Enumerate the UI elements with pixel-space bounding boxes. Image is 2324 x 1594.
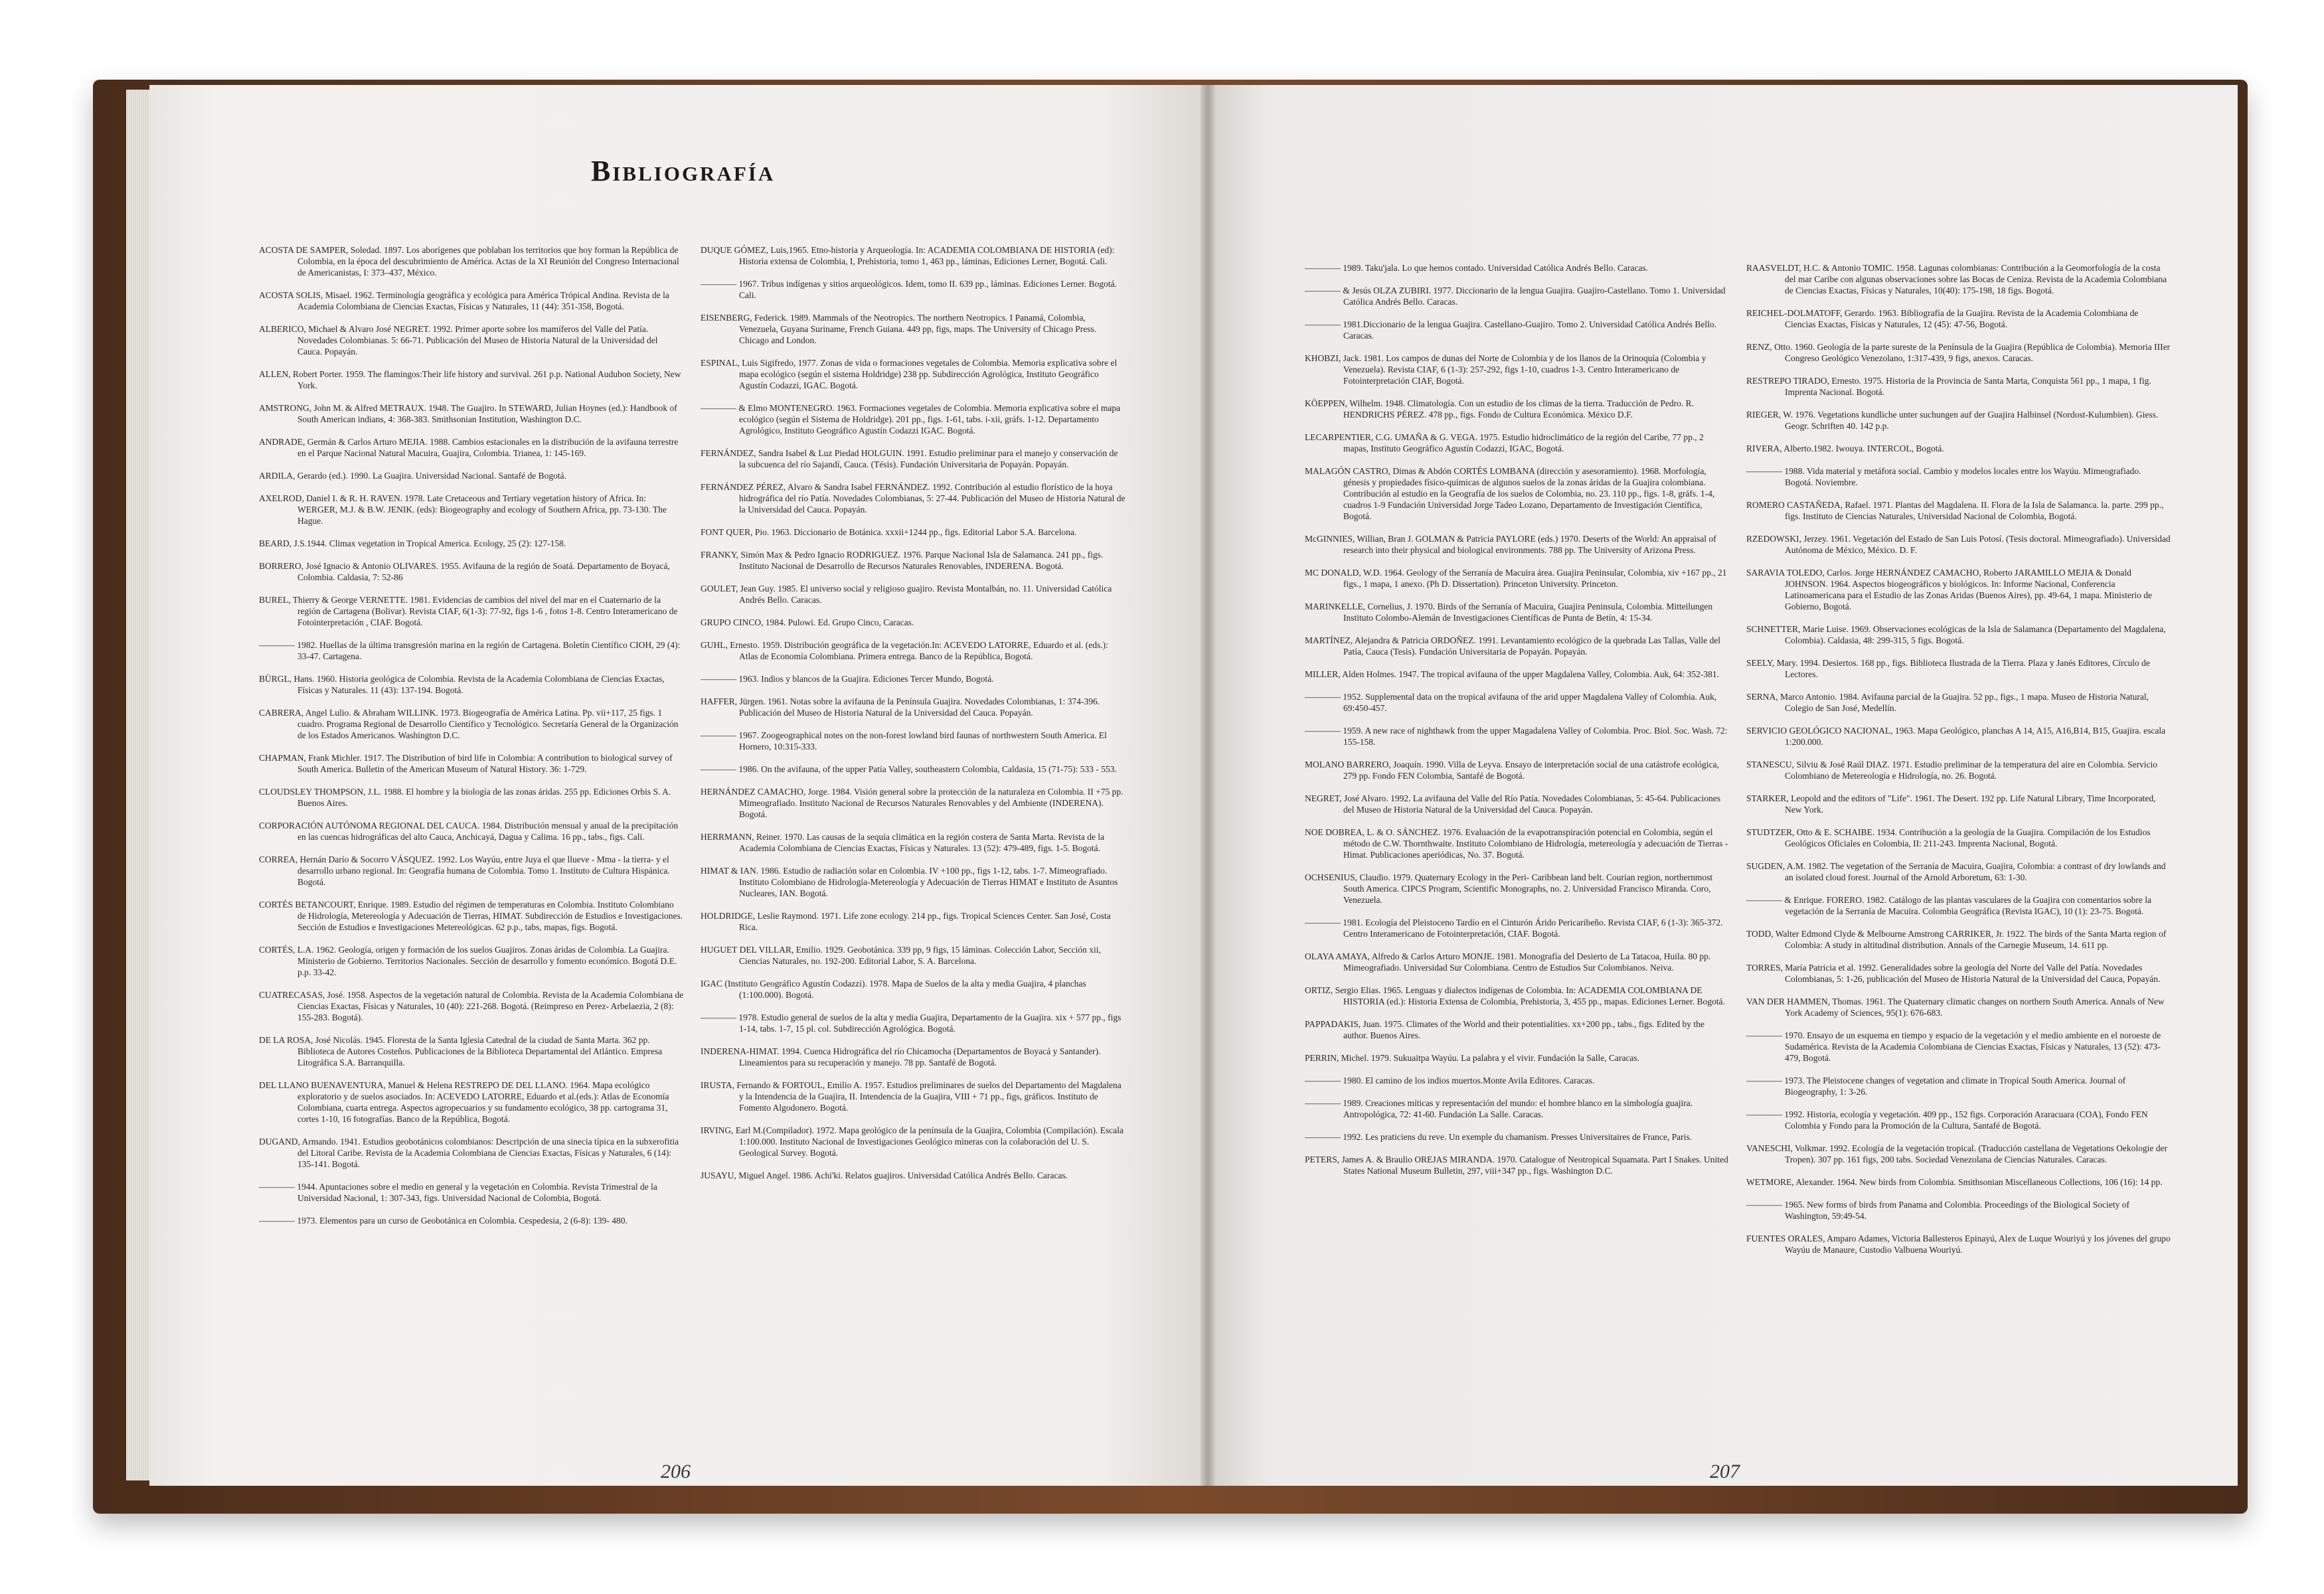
bibliography-entry: AMSTRONG, John M. & Alfred METRAUX. 1948. The Guajiro. In STEWARD, Julian Hoynes (ed.): Handbook of South American indians, 4: 368-383. Smithsonian Institution, Washington D.C.: [259, 403, 677, 424]
bibliography-entry: STARKER, Leopold and the editors of "Life". 1961. The Desert. 192 pp. Life Natural Library, Time Incorporated, New York.: [1746, 793, 2156, 815]
bibliography-entry: ———— 1967. Tribus indígenas y sitios arqueológicos. Idem, tomo II. 639 pp., láminas. Ediciones Lerner. Bogotá. Cali.: [701, 279, 1117, 300]
page-edges: [126, 90, 153, 1480]
bibliography-entry: CORREA, Hernán Darío & Socorro VÁSQUEZ. 1992. Los Wayúu, entre Juya el que llueve - Mma - la tierra- y el desarrollo urbano regional. In: Geografía humana de Colombia. Tomo 1. Instituto de Cultura Hispánica. Bogotá.: [259, 854, 670, 887]
bibliography-entry: FERNÁNDEZ, Sandra Isabel & Luz Piedad HOLGUIN. 1991. Estudio preliminar para el manejo y conservación de la subcuenca del río Sajandí, Cauca. (Tésis). Fundación Universitaria de Popayán. Popayán.: [701, 448, 1118, 469]
bibliography-entry: INDERENA-HIMAT. 1994. Cuenca Hidrográfica del río Chicamocha (Departamentos de Boyacá y Santander). Lineamientos para su recuperación y manejo. 78 pp. Santafé de Bogotá.: [701, 1046, 1101, 1068]
bibliography-entry: IRUSTA, Fernando & FORTOUL, Emilio A. 1957. Estudios preliminares de suelos del Departamento del Magdalena y la Intendencia de la Guajira, II. Intendencia de la Guajira, VIII + 71 pp., figs, gráficos. Instituto de Fomento Algodonero. Bogotá.: [701, 1080, 1121, 1113]
page-title: Bibliografía: [591, 155, 776, 187]
bibliography-entry: RAASVELDT, H.C. & Antonio TOMIC. 1958. Lagunas colombianas: Contribución a la Geomorfología de la costa del mar Caribe con algunas observaciones sobre las Bocas de Ceniza. Revista de la Academia Colombiana de Ciencias Exactas, Físicas y Naturales, 10(40): 175-198, 18 figs. Bogotá.: [1746, 263, 2167, 295]
bibliography-entry: ———— 1992. Les praticiens du reve. Un exemple du chamanism. Presses Universitaires de France, Paris.: [1305, 1132, 1692, 1142]
bibliography-entry: HUGUET DEL VILLAR, Emilio. 1929. Geobotánica. 339 pp, 9 figs, 15 láminas. Colección Labor, Sección xii, Ciencias Naturales, no. 192-200. Editorial Labor, S. A. Barcelona.: [701, 945, 1101, 966]
right-page-column-1: [1305, 262, 1730, 1188]
bibliography-entry: ———— & Elmo MONTENEGRO. 1963. Formaciones vegetales de Colombia. Memoria explicativa sobre el mapa ecológico (según el Sistema de Holdridge). 201 pp., figs. 1-61, tabs. i-xii, gráfs. 1-12. Departamento Agrológico, Instituto Geográfico Agustín Codazzi IGAC. Bogotá.: [701, 403, 1121, 436]
bibliography-entry: VAN DER HAMMEN, Thomas. 1961. The Quaternary climatic changes on northern South America. Annals of New York Academy of Sciences, 95(1): 676-683.: [1746, 996, 2165, 1018]
bibliography-entry: ———— & Jesús OLZA ZUBIRI. 1977. Diccionario de la lengua Guajira. Guajiro-Castellano. Tomo 1. Universidad Católica Andrés Bello. Caracas.: [1305, 285, 1726, 307]
bibliography-entry: ———— 1986. On the avifauna, of the upper Patía Valley, southeastern Colombia, Caldasia, 15 (71-75): 533 - 553.: [701, 764, 1117, 774]
bibliography-entry: MILLER, Alden Holmes. 1947. The tropical avifauna of the upper Magdalena Valley, Colombia. Auk, 64: 352-381.: [1305, 669, 1719, 679]
bibliography-entry: BORRERO, José Ignacio & Antonio OLIVARES. 1955. Avifauna de la región de Soatá. Departamento de Boyacá, Colombia. Caldasia, 7: 52-86: [259, 561, 670, 582]
bibliography-entry: GRUPO CINCO, 1984. Pulowi. Ed. Grupo Cinco, Caracas.: [701, 617, 914, 627]
bibliography-entry: CORTÉS BETANCOURT, Enrique. 1989. Estudio del régimen de temperaturas en Colombia. Instituto Colombiano de Hidrología, Metereología y Adecuación de Tierras, HIMAT. Subdirección de Estudios e Investigaciones. Sección de Estudios e Investigaciones Metereológicas. 62 p.p., tabs, mapas, figs. Bogotá.: [259, 900, 683, 932]
bibliography-entry: ———— 1973. The Pleistocene changes of vegetation and climate in Tropical South America. Journal of Biogeography, 1: 3-26.: [1746, 1076, 2126, 1097]
bibliography-entry: ANDRADE, Germán & Carlos Arturo MEJIA. 1988. Cambios estacionales en la distribución de la avifauna terrestre en el Parque Nacional Natural Macuira, Guajira, Colombia. Trianea, 1: 145-169.: [259, 437, 679, 458]
left-page-column-2: [701, 244, 1125, 1192]
page-number-right: 207: [1710, 1461, 1740, 1482]
bibliography-entry: ———— 1952. Supplemental data on the tropical avifauna of the arid upper Magdalena Valley of Colombia. Auk, 69:450-457.: [1305, 692, 1717, 713]
bibliography-entry: ———— 1981. Ecología del Pleistoceno Tardío en el Cinturón Árido Pericaribeño. Revista CIAF, 6 (1-3): 365-372. Centro Interamericano de Fotointerpretación, CIAF. Bogotá.: [1305, 917, 1723, 939]
bibliography-entry: NEGRET, José Alvaro. 1992. La avifauna del Valle del Río Patía. Novedades Colombianas, 5: 45-64. Publicaciones del Museo de Historia Natural de la Universidad del Cauca. Popayán.: [1305, 793, 1720, 815]
bibliography-entry: ACOSTA DE SAMPER, Soledad. 1897. Los aborígenes que poblaban los territorios que hoy forman la República de Colombia, en la época del descubrimiento de América. Actas de la XI Reunión del Congreso Internacional de Americanistas, I: 373–437, México.: [259, 245, 679, 278]
bibliography-entry: OCHSENIUS, Claudio. 1979. Quaternary Ecology in the Peri- Caribbean land belt. Courian region, northernmost South America. CIPCS Program, Scientific Monographs, no. 2. Universidad Francisco Miranda. Coro, Venezuela.: [1305, 872, 1713, 905]
bibliography-entry: VANESCHI, Volkmar. 1992. Ecología de la vegetación tropical. (Traducción castellana de Vegetations Oekologie der Tropen). 307 pp. 161 figs, 200 tabs. Sociedad Venezolana de Ciencias Naturales. Caracas.: [1746, 1143, 2167, 1164]
bibliography-entry: DEL LLANO BUENAVENTURA, Manuel & Helena RESTREPO DE DEL LLANO. 1964. Mapa ecológico exploratorio y de suelos asociados. In: ACEVEDO LATORRE, Eduardo et al.(eds.): Atlas de Economía Colombiana, cuarta entrega. Aspectos agropecuarios y su fundamento ecológico, 38 pp. cartograma 31, cortes 1-10, 16 fotografías. Banco de la República, Bogotá.: [259, 1080, 669, 1124]
bibliography-entry: LECARPENTIER, C.G. UMAÑA & G. VEGA. 1975. Estudio hidroclimático de la región del Caribe, 77 pp., 2 mapas, Instituto Geográfico Agustín Codazzi, IGAC, Bogotá.: [1305, 432, 1704, 453]
bibliography-entry: NOE DOBREA, L. & O. SÁNCHEZ. 1976. Evaluación de la evapotranspiración potencial en Colombia, según el método de C.W. Thornthwaite. Instituto Colombiano de Hidrología, metereología y adecuación de Tierras - Himat. Publicaciones aperiódicas, No. 37. Bogotá.: [1305, 827, 1728, 860]
left-page-column-1: [259, 244, 684, 1237]
bibliography-entry: ———— 1981.Diccionario de la lengua Guajira. Castellano-Guajiro. Tomo 2. Universidad Católica Andrés Bello. Caracas.: [1305, 319, 1717, 341]
bibliography-entry: GOULET, Jean Guy. 1985. El universo social y religioso guajiro. Revista Montalbán, no. 11. Universidad Católica Andrés Bello. Caracas.: [701, 584, 1112, 605]
bibliography-entry: RENZ, Otto. 1960. Geología de la parte sureste de la Península de la Guajira (República de Colombia). Memoria IIIer Congreso Geológico Venezolano, 1:317-439, 9 figs, anexos. Caracas.: [1746, 342, 2171, 363]
bibliography-entry: HERNÁNDEZ CAMACHO, Jorge. 1984. Visión general sobre la protección de la naturaleza en Colombia. II +75 pp. Mimeografiado. Instituto Nacional de Recursos Naturales Renovables y del Ambiente (INDERENA). Bogotá.: [701, 787, 1123, 819]
right-page-column-2: [1746, 262, 2171, 1267]
bibliography-entry: TORRES, María Patricia et al. 1992. Generalidades sobre la geología del Norte del Valle del Patía. Novedades Colombianas, 5: 1-26, publicación del Museo de Historia Natural de la Universidad del Cauca, Popayán.: [1746, 963, 2161, 984]
bibliography-entry: ACOSTA SOLIS, Misael. 1962. Terminología geográfica y ecológica para América Trópical Andina. Revista de la Academia Colombiana de Ciencias Exactas, Físicas y Naturales, 11 (44): 351-358, Bogotá.: [259, 290, 669, 311]
bibliography-entry: ———— 1970. Ensayo de un esquema en tiempo y espacio de la vegetación y el medio ambiente en el noroeste de Sudamérica. Revista de la Academia Colombiana de Ciencias Exactas, Físicas y Naturales, 13 (52): 473- 479, Bogotá.: [1746, 1030, 2161, 1063]
bibliography-entry: REICHEL-DOLMATOFF, Gerardo. 1963. Bibliografía de la Guajira. Revista de la Academia Colombiana de Ciencias Exactas, Físicas y Naturales, 12 (45): 47-56, Bogotá.: [1746, 308, 2139, 329]
bibliography-entry: STUDTZER, Otto & E. SCHAIBE. 1934. Contribución a la geología de la Guajira. Compilación de los Estudios Geológicos Oficiales en Colombia, II: 211-243. Imprenta Nacional, Bogotá.: [1746, 827, 2151, 848]
bibliography-entry: CHAPMAN, Frank Michler. 1917. The Distribution of bird life in Colombia: A contribution to biological survey of South America. Bulletin of the American Museum of Natural History. 36: 1-729.: [259, 753, 673, 774]
bibliography-entry: MALAGÓN CASTRO, Dimas & Abdón CORTÉS LOMBANA (dirección y asesoramiento). 1968. Morfología, génesis y propiedades físico-químicas de algunos suelos de la zonas áridas de la Guajira colombiana. Contribución al estudio en la Geografía de los suelos de Colombia, no. 23. 110 pp., figs. 1-8, gráfs. 1-4, cuadros 1-9 Fundación Universidad Jorge Tadeo Lozano, Departamento de Investigación Científica, Bogotá.: [1305, 466, 1715, 521]
bibliography-entry: ARDILA, Gerardo (ed.). 1990. La Guajira. Universidad Nacional. Santafé de Bogotá.: [259, 471, 566, 481]
bibliography-entry: FRANKY, Simón Max & Pedro Ignacio RODRIGUEZ. 1976. Parque Nacional Isla de Salamanca. 241 pp., figs. Instituto Nacional de Desarrollo de Recursos Naturales Renovables, INDERENA. Bogotá.: [701, 550, 1104, 571]
bibliography-entry: ———— 1992. Historia, ecología y vegetación. 409 pp., 152 figs. Corporación Araracuara (COA), Fondo FEN Colombia y Fondo para la Promoción de la Cultura, Santafé de Bogotá.: [1746, 1109, 2148, 1131]
bibliography-entry: ———— & Enrique. FORERO. 1982. Catálogo de las plantas vasculares de la Guajira con comentarios sobre la vegetación de la Serranía de Macuira. Colombia Geográfica (Revista IGAC), 10 (1): 23-75. Bogotá.: [1746, 895, 2151, 916]
bibliography-entry: GUHL, Ernesto. 1959. Distribución geográfica de la vegetación.In: ACEVEDO LATORRE, Eduardo et al. (eds.): Atlas de Economía Colombiana. Primera entrega. Banco de la República, Bogotá.: [701, 640, 1108, 661]
bibliography-entry: KHOBZI, Jack. 1981. Los campos de dunas del Norte de Colombia y de los llanos de la Orinoquía (Colombia y Venezuela). Revista CIAF, 6 (1-3): 257-292, figs 1-10, cuadros 1-3. Centro Interamericano de Fotointerpretación CIAF, Bogotá.: [1305, 353, 1706, 386]
bibliography-entry: DE LA ROSA, José Nicolás. 1945. Floresta de la Santa Iglesia Catedral de la ciudad de Santa Marta. 362 pp. Biblioteca de Autores Costeños. Publicaciones de la Biblioteca Departamental del Atlántico. Empresa Litográfica S.A. Barranquilla.: [259, 1035, 663, 1068]
bibliography-entry: BÜRGL, Hans. 1960. Historia geológica de Colombia. Revista de la Academia Colombiana de Ciencias Exactas, Físicas y Naturales. 11 (43): 137-194. Bogotá.: [259, 674, 665, 695]
bibliography-entry: ORTIZ, Sergio Elias. 1965. Lenguas y dialectos indígenas de Colombia. In: ACADEMIA COLOMBIANA DE HISTORIA (ed.): Historia Extensa de Colombia, Prehistoria, 3, 455 pp., mapas. Ediciones Lerner. Bogotá.: [1305, 985, 1725, 1006]
bibliography-entry: RESTREPO TIRADO, Ernesto. 1975. Historia de la Provincia de Santa Marta, Conquista 561 pp., 1 mapa, 1 fig. Imprenta Nacional. Bogotá.: [1746, 376, 2151, 397]
bibliography-entry: SCHNETTER, Marie Luise. 1969. Observaciones ecológicas de la Isla de Salamanca (Departamento del Magdalena, Colombia). Caldasia, 48: 299-315, 5 figs. Bogotá.: [1746, 624, 2166, 645]
bibliography-entry: ———— 1988. Vida material y metáfora social. Cambio y modelos locales entre los Wayúu. Mimeografiado. Bogotá. Noviembre.: [1746, 466, 2141, 487]
bibliography-entry: CUATRECASAS, José. 1958. Aspectos de la vegetación natural de Colombia. Revista de la Academia Colombiana de Ciencias Exactas, Físicas y Naturales, 10 (40): 221-268. Bogotá. (Reimpreso en Perez- Arbelaezia, 2 (8): 155-283. Bogotá).: [259, 990, 684, 1022]
bibliography-entry: ———— 1967. Zoogeographical notes on the non-forest lowland bird faunas of northwestern South America. El Hornero, 10:315-333.: [701, 730, 1107, 752]
bibliography-entry: STANESCU, Silviu & José Raúl DIAZ. 1971. Estudio preliminar de la temperatura del aire en Colombia. Servicio Colombiano de Metereología e Hidrología, no. 26. Bogotá.: [1746, 759, 2158, 781]
bibliography-entry: ALLEN, Robert Porter. 1959. The flamingos:Their life history and survival. 261 p.p. National Audubon Society, New York.: [259, 369, 681, 390]
bibliography-entry: MARTÍNEZ, Alejandra & Patricia ORDOÑEZ. 1991. Levantamiento ecológico de la quebrada Las Tallas, Valle del Patía, Cauca (Tesis). Fundación Universitaria de Popayán. Popayán.: [1305, 635, 1721, 657]
bibliography-entry: KÖEPPEN, Wilhelm. 1948. Climatología. Con un estudio de los climas de la tierra. Traducción de Pedro. R. HENDRICHS PÉREZ. 478 pp., figs. Fondo de Cultura Económica. México D.F.: [1305, 398, 1695, 420]
bibliography-entry: ———— 1978. Estudio general de suelos de la alta y media Guajira, Departamento de la Guajira. xix + 577 pp., figs 1-14, tabs. 1-7, 15 pl. col. Subdirección Agrológica. Bogotá.: [701, 1012, 1121, 1034]
bibliography-entry: HERRMANN, Reiner. 1970. Las causas de la sequía climática en la región costera de Santa Marta. Revista de la Academia Colombiana de Ciencias Exactas, Físicas y Naturales. 13 (52): 479-489, figs. 1-5. Bogotá.: [701, 832, 1105, 853]
bibliography-entry: RIVERA, Alberto.1982. Iwouya. INTERCOL, Bogotá.: [1746, 443, 1944, 453]
bibliography-entry: MC DONALD, W.D. 1964. Geology of the Serranía de Macuira área. Guajira Peninsular, Colombia, xiv +167 pp., 21 figs., 1 mapa, 1 anexo. (Ph D. Dissertation). Princeton University. Princeton.: [1305, 568, 1727, 589]
bibliography-entry: OLAYA AMAYA, Alfredo & Carlos Arturo MONJE. 1981. Monografía del Desierto de La Tatacoa, Huila. 80 pp. Mimeografiado. Universidad Sur Colombiana. Centro de Estudios Sur Colombianos. Neiva.: [1305, 951, 1711, 973]
bibliography-entry: BUREL, Thierry & George VERNETTE. 1981. Evidencias de cambios del nivel del mar en el Cuaternario de la región de Cartagena (Bolivar). Revista CIAF, 6(1-3): 77-92, figs 1-6 , fotos 1-8. Centro Interamericano de Fotointerpretación , CIAF. Bogotá.: [259, 595, 678, 627]
bibliography-entry: SUGDEN, A.M. 1982. The vegetation of the Serranía de Macuira, Guajira, Colombia: a contrast of dry lowlands and an isolated cloud forest. Journal of the Arnold Arboretum, 63: 1-30.: [1746, 861, 2166, 882]
bibliography-entry: IRVING, Earl M.(Compilador). 1972. Mapa geológico de la península de la Guajira, Colombia (Compilación). Escala 1:100.000. Instituto Nacional de Investigaciones Geológico mineras con la colaboración del U. S. Geological Survey. Bogotá.: [701, 1125, 1124, 1158]
bibliography-entry: McGINNIES, Willian, Bran J. GOLMAN & Patricia PAYLORE (eds.) 1970. Deserts of the World: An appraisal of research into their physical and biological environments. 788 pp. The University of Arizona Press.: [1305, 534, 1716, 555]
bibliography-entry: FONT QUER, Pio. 1963. Diccionario de Botánica. xxxii+1244 pp., figs. Editorial Labor S.A. Barcelona.: [701, 527, 1077, 537]
bibliography-entry: WETMORE, Alexander. 1964. New birds from Colombia. Smithsonian Miscellaneous Collections, 106 (16): 14 pp.: [1746, 1177, 2163, 1187]
bibliography-entry: ———— 1989. Taku'jala. Lo que hemos contado. Universidad Católica Andrés Bello. Caracas.: [1305, 263, 1649, 273]
bibliography-entry: ———— 1980. El camino de los indios muertos.Monte Avila Editores. Caracas.: [1305, 1076, 1595, 1085]
bibliography-entry: HIMAT & IAN. 1986. Estudio de radiación solar en Colombia. IV +100 pp., figs 1-12, tabs. 1-7. Mimeografiado. Instituto Colombiano de Hidrología-Metereología y Adecuación de Tierras HIMAT e Instituto de Asuntos Nucleares, IAN. Bogotá.: [701, 866, 1118, 898]
bibliography-entry: SARAVIA TOLEDO, Carlos. Jorge HERNÁNDEZ CAMACHO, Roberto JARAMILLO MEJIA & Donald JOHNSON. 1964. Aspectos biogeográficos y biológicos. In: Informe Nacional, Conferencia Latinoamericana para el Estudio de las Zonas Aridas (Buenos Aires), pp. 49-64, 1 mapa. Ministerio de Gobierno, Bogotá.: [1746, 568, 2152, 611]
bibliography-entry: ALBERICO, Michael & Alvaro José NEGRET. 1992. Primer aporte sobre los mamíferos del Valle del Patía. Novedades Colombianas. 5: 66-71. Publicación del Museo de Historia Natural de la Universidad del Cauca. Popayán.: [259, 324, 658, 357]
bibliography-entry: PAPPADAKIS, Juan. 1975. Climates of the World and their potentialities. xx+200 pp., tabs., figs. Edited by the author. Buenos Aires.: [1305, 1019, 1704, 1040]
bibliography-entry: RZEDOWSKI, Jerzey. 1961. Vegetación del Estado de San Luis Potosí. (Tesis doctoral. Mimeografiado). Universidad Autónoma de México, México. D. F.: [1746, 534, 2171, 555]
bibliography-entry: SERNA, Marco Antonio. 1984. Avifauna parcial de la Guajira. 52 pp., figs., 1 mapa. Museo de Historia Natural, Colegio de San José, Medellín.: [1746, 692, 2149, 713]
bibliography-entry: ———— 1989. Creaciones míticas y representación del mundo: el hombre blanco en la simbología guajira. Antropológica, 72: 41-60. Fundación La Salle. Caracas.: [1305, 1098, 1693, 1119]
bibliography-entry: HAFFER, Jürgen. 1961. Notas sobre la avifauna de la Península Guajira. Novedades Colombianas, 1: 374-396. Publicación del Museo de Historia Natural de la Universidad del Cauca. Popayán.: [701, 696, 1100, 718]
bibliography-entry: IGAC (Instituto Geográfico Agustín Codazzi). 1978. Mapa de Suelos de la alta y media Guajira, 4 planchas (1:100.000). Bogotá.: [701, 979, 1086, 1000]
bibliography-entry: DUQUE GÓMEZ, Luis,1965. Etno-historia y Arqueología. In: ACADEMIA COLOMBIANA DE HISTORIA (ed): Historia extensa de Colombia, I, Prehistoria, tomo 1, 463 pp., láminas, Ediciones Lerner, Bogotá. Cali.: [701, 245, 1115, 266]
bibliography-entry: ———— 1965. New forms of birds from Panama and Colombia. Proceedings of the Biological Society of Washington, 59:49-54.: [1746, 1200, 2130, 1221]
bibliography-entry: ———— 1959. A new race of nighthawk from the upper Magadalena Valley of Colombia. Proc. Biol. Soc. Wash. 72: 155-158.: [1305, 726, 1728, 747]
bibliography-entry: PETERS, James A. & Braulio OREJAS MIRANDA. 1970. Catalogue of Neotropical Squamata. Part I Snakes. United States National Museum Bulletin, 297, viii+347 pp., figs. Washington D.C.: [1305, 1155, 1728, 1176]
bibliography-entry: CABRERA, Angel Lulio. & Abraham WILLINK. 1973. Biogeografía de América Latina. Pp. vii+117, 25 figs. 1 cuadro. Programa Regional de Desarrollo Científico y Tecnológico. Secretaría General de la Organización de los Estados Americanos. Washington D.C.: [259, 708, 679, 740]
bibliography-entry: ———— 1963. Indios y blancos de la Guajira. Ediciones Tercer Mundo, Bogotá.: [701, 674, 994, 684]
bibliography-entry: SEELY, Mary. 1994. Desiertos. 168 pp., figs. Biblioteca Ilustrada de la Tierra. Plaza y Janés Editores, Círculo de Lectores.: [1746, 658, 2150, 679]
book-gutter: [1201, 85, 1215, 1486]
bibliography-entry: ———— 1944. Apuntaciones sobre el medio en general y la vegetación en Colombia. Revista Trimestral de la Universidad Nacional, 1: 307-343, figs. Universidad Nacional de Colombia, Bogotá.: [259, 1182, 657, 1203]
bibliography-entry: TODD, Walter Edmond Clyde & Melbourne Amstrong CARRIKER, Jr. 1922. The birds of the Santa Marta region of Colombia: A study in altitudinal distribution. Annals of the Carnegie Museum, 14. 611 pp.: [1746, 929, 2167, 950]
bibliography-entry: MOLANO BARRERO, Joaquín. 1990. Villa de Leyva. Ensayo de interpretación social de una catástrofe ecológica, 279 pp. Fondo FEN Colombia, Santafé de Bogotá.: [1305, 759, 1719, 781]
bibliography-entry: ESPINAL, Luis Sigifredo, 1977. Zonas de vida o formaciones vegetales de Colombia. Memoria explicativa sobre el mapa ecológico (según el sistema Holdridge) 238 pp. Subdirección Agrológica, Instituto Geográfico Agustín Codazzi, IGAC. Bogotá.: [701, 358, 1118, 390]
bibliography-entry: ———— 1973. Elementos para un curso de Geobotánica en Colombia. Cespedesia, 2 (6-8): 139- 480.: [259, 1216, 627, 1226]
bibliography-entry: ———— 1982. Huellas de la última transgresión marina en la región de Cartagena. Boletín Científico CIOH, 29 (4): 33-47. Cartagena.: [259, 640, 681, 661]
bibliography-entry: CLOUDSLEY THOMPSON, J.L. 1988. El hombre y la biología de las zonas áridas. 255 pp. Ediciones Orbis S. A. Buenos Aires.: [259, 787, 671, 808]
bibliography-entry: EISENBERG, Federick. 1989. Mammals of the Neotropics. The northern Neotropics. I Panamá, Colombia, Venezuela, Guyana Suriname, French Guiana. 449 pp, figs, maps. The University of Chicago Press. Chicago and London.: [701, 313, 1097, 345]
page-number-left: 206: [661, 1461, 691, 1482]
bibliography-entry: AXELROD, Daniel I. & R. H. RAVEN. 1978. Late Cretaceous and Tertiary vegetation history of Africa. In: WERGER, M.J. & B.W. JENIK. (eds): Biogeography and ecology of Southern Africa, pp. 73-130. The Hague.: [259, 493, 667, 526]
bibliography-entry: SERVICIO GEOLÓGICO NACIONAL, 1963. Mapa Geológico, planchas A 14, A15, A16,B14, B15, Guajira. escala 1:200.000.: [1746, 726, 2166, 747]
bibliography-entry: JUSAYU, Miguel Angel. 1986. Achi'ki. Relatos guajiros. Universidad Católica Andrés Bello. Caracas.: [701, 1170, 1068, 1180]
bibliography-entry: ROMERO CASTAÑEDA, Rafael. 1971. Plantas del Magdalena. II. Flora de la Isla de Salamanca. la. parte. 299 pp., figs. Instituto de Ciencias Naturales, Universidad Nacional de Colombia, Bogotá.: [1746, 500, 2164, 521]
bibliography-entry: MARINKELLE, Cornelius, J. 1970. Birds of the Serranía of Macuira, Guajira Peninsula, Colombia. Mitteilungen Instituto Colombo-Alemán de Investigaciones Científicas de Punta de Betín, 4: 15-34.: [1305, 601, 1713, 623]
bibliography-entry: RIEGER, W. 1976. Vegetations kundliche unter suchungen auf der Guajira Halbinsel (Nordost-Kulumbien). Giess. Geogr. Schriften 40. 142 p.p.: [1746, 410, 2159, 431]
bibliography-entry: DUGAND, Armando. 1941. Estudios geobotánicos colombianos: Descripción de una sinecia típica en la subxerofitia del Litoral Caribe. Revista de la Academia Colombiana de Ciencias Exactas, Físicas y Naturales, 6 (14): 135-141. Bogotá.: [259, 1137, 679, 1169]
bibliography-entry: HOLDRIDGE, Leslie Raymond. 1971. Life zone ecology. 214 pp., figs. Tropical Sciences Center. San José, Costa Rica.: [701, 911, 1111, 932]
bibliography-entry: CORPORACIÓN AUTÓNOMA REGIONAL DEL CAUCA. 1984. Distribución mensual y anual de la precipitación en las cuencas hidrográficas del alto Cauca, Anchicayá, Dagua y Calima. 16 pp., tabs., figs. Cali.: [259, 821, 679, 842]
bibliography-entry: PERRIN, Michel. 1979. Sukuaitpa Wayúu. La palabra y el vivir. Fundación la Salle, Caracas.: [1305, 1053, 1640, 1063]
bibliography-entry: CORTÉS, L.A. 1962. Geología, origen y formación de los suelos Guajiros. Zonas áridas de Colombia. La Guajira. Ministerio de Gobierno. Territorios Nacionales. Sección de desarrollo y fomento económico. Bogotá D.E. p.p. 33-42.: [259, 945, 677, 977]
bibliography-entry: FERNÁNDEZ PÉREZ, Alvaro & Sandra Isabel FERNÁNDEZ. 1992. Contribución al estudio florístico de la hoya hidrográfica del río Patía. Novedades Colombianas, 5: 27-44. Publicación del Museo de Historia Natural de la Universidad del Cauca. Popayán.: [701, 482, 1125, 515]
bibliography-entry: FUENTES ORALES, Amparo Adames, Victoria Ballesteros Epinayú, Alex de Luque Wouriyú y los jóvenes del grupo Wayúu de Manaure, Custodio Valbuena Wouriyú.: [1746, 1234, 2171, 1255]
bibliography-entry: BEARD, J.S.1944. Climax vegetation in Tropical America. Ecology, 25 (2): 127-158.: [259, 538, 566, 548]
